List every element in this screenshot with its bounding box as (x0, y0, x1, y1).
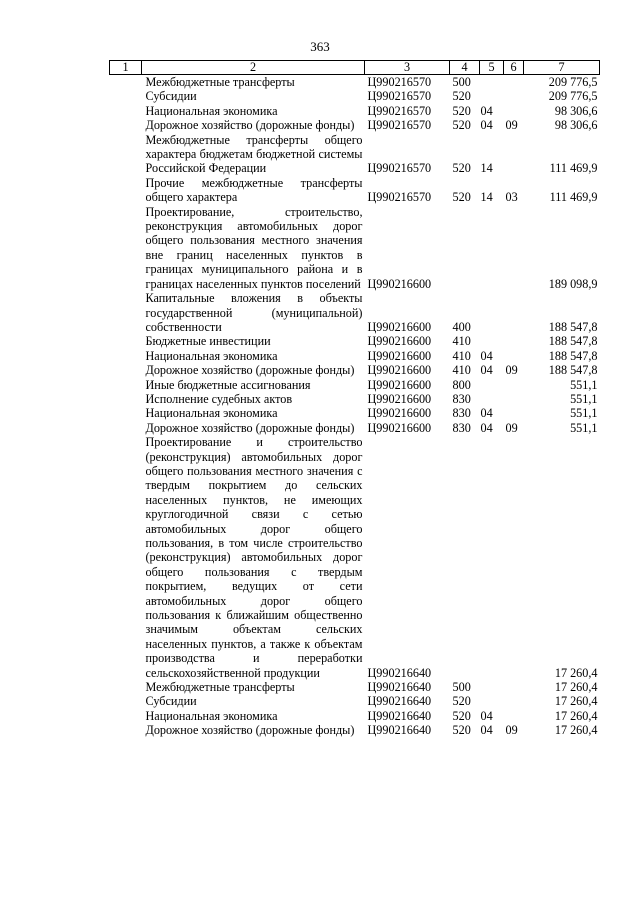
row-name-cell: Субсидии (145, 694, 197, 709)
row-amount-cell: 209 776,5 (548, 75, 598, 89)
row-col5-cell: 04 (480, 103, 493, 118)
table-row (110, 363, 600, 377)
row-amount-cell: 209 776,5 (548, 89, 598, 104)
row-number-cell (110, 104, 142, 118)
row-number-cell (110, 363, 142, 377)
row-col6-cell (504, 205, 524, 291)
row-col6-cell: 09 (505, 118, 518, 133)
row-number-cell (110, 378, 142, 392)
table-row (110, 680, 600, 694)
row-col4-cell: 410 (452, 334, 471, 349)
row-col4-cell: 400 (452, 319, 471, 334)
header-cell-4: 4 (450, 61, 480, 75)
row-col6-cell: 03 (505, 190, 518, 205)
row-code-cell: Ц990216640 (367, 680, 432, 695)
header-cell-1: 1 (110, 61, 142, 75)
row-col6-cell (504, 291, 524, 334)
row-code-cell: Ц990216640 (367, 708, 432, 723)
row-number-cell (110, 118, 142, 132)
row-col6-cell (504, 680, 524, 694)
row-col5-cell: 14 (480, 190, 493, 205)
row-col6-cell (504, 334, 524, 348)
table-row (110, 435, 600, 680)
row-name-cell: Национальная экономика (145, 348, 278, 363)
row-code-cell: Ц990216570 (367, 161, 432, 176)
row-col6-cell (504, 378, 524, 392)
row-col4-cell (450, 435, 480, 680)
row-col6-cell (504, 694, 524, 708)
row-number-cell (110, 334, 142, 348)
table-row (110, 133, 600, 176)
row-number-cell (110, 176, 142, 205)
row-code-cell: Ц990216570 (367, 190, 432, 205)
table-row (110, 205, 600, 291)
row-col6-cell (504, 406, 524, 420)
row-col4-cell: 410 (452, 348, 471, 363)
row-code-cell: Ц990216600 (367, 276, 432, 291)
row-code-cell: Ц990216570 (367, 118, 432, 133)
row-col6-cell (504, 104, 524, 118)
row-col6-cell: 09 (505, 723, 518, 738)
table-row (110, 421, 600, 435)
table-row (110, 176, 600, 205)
table-row (110, 406, 600, 420)
row-col4-cell: 520 (452, 89, 471, 104)
row-col5-cell: 04 (480, 420, 493, 435)
row-col4-cell: 830 (452, 391, 471, 406)
row-number-cell (110, 723, 142, 737)
row-col5-cell: 14 (480, 161, 493, 176)
row-name-cell: Дорожное хозяйство (дорожные фонды) (145, 420, 355, 435)
row-number-cell (110, 694, 142, 708)
table-row (110, 378, 600, 392)
row-col4-cell: 520 (452, 190, 471, 205)
row-name-cell: Субсидии (145, 89, 197, 104)
row-amount-cell: 17 260,4 (554, 694, 598, 709)
row-code-cell: Ц990216570 (367, 89, 432, 104)
row-number-cell (110, 435, 142, 680)
row-name-cell: Проектирование и строительство (реконструкция) автомобильных дорог общего пользования местного значения с твердым покрытием до сельских населенных пунктов, не имеющих круглогодичной связи с сетью автомобильных дорог общего пользования, в том числе строительство (реконструкция) автомобильных дорог общего пользования с твердым покрытием, ведущих от сети автомобильных дорог общего пользования к ближайшим общественно значимым объектам сельских населенных пунктов, а также к объектам производства и переработки сельскохозяйственной продукции (145, 435, 363, 680)
row-col6-cell: 09 (505, 420, 518, 435)
row-col6-cell (504, 89, 524, 103)
row-col6-cell (504, 133, 524, 176)
row-name-cell: Прочие межбюджетные трансферты общего характера (145, 175, 363, 205)
row-col5-cell (480, 680, 504, 694)
row-amount-cell: 111 469,9 (549, 161, 598, 176)
table-row (110, 349, 600, 363)
row-number-cell (110, 205, 142, 291)
row-amount-cell: 17 260,4 (554, 665, 598, 680)
row-col4-cell: 520 (452, 694, 471, 709)
table-row (110, 709, 600, 723)
row-amount-cell: 188 547,8 (548, 319, 598, 334)
row-code-cell: Ц990216600 (367, 391, 432, 406)
row-col5-cell (480, 694, 504, 708)
row-col4-cell: 500 (452, 75, 471, 89)
row-code-cell: Ц990216600 (367, 406, 432, 421)
row-number-cell (110, 680, 142, 694)
row-name-cell: Национальная экономика (145, 708, 278, 723)
row-col4-cell: 520 (452, 103, 471, 118)
row-col5-cell (480, 205, 504, 291)
row-code-cell: Ц990216600 (367, 420, 432, 435)
table-row (110, 118, 600, 132)
row-col4-cell: 800 (452, 377, 471, 392)
row-col5-cell: 04 (480, 723, 493, 738)
table-body (110, 75, 600, 738)
row-col5-cell: 04 (480, 406, 493, 421)
row-amount-cell: 98 306,6 (554, 103, 598, 118)
row-col5-cell (480, 89, 504, 103)
row-name-cell: Проектирование, строительство, реконструкция автомобильных дорог общего пользования местного значения вне границ населенных пунктов в границах муниципального района и в границах населенных пунктов поселений (145, 204, 363, 291)
header-cell-3: 3 (365, 61, 450, 75)
table-row (110, 694, 600, 708)
table-row (110, 334, 600, 348)
row-col4-cell: 830 (452, 406, 471, 421)
row-col4-cell: 830 (452, 420, 471, 435)
row-code-cell: Ц990216640 (367, 723, 432, 738)
row-amount-cell: 551,1 (570, 406, 598, 421)
row-amount-cell: 551,1 (570, 377, 598, 392)
row-name-cell: Бюджетные инвестиции (145, 334, 271, 349)
header-cell-5: 5 (480, 61, 504, 75)
row-col6-cell: 09 (505, 363, 518, 378)
row-number-cell (110, 349, 142, 363)
row-col4-cell: 520 (452, 118, 471, 133)
row-number-cell (110, 392, 142, 406)
table-row (110, 392, 600, 406)
header-row (110, 61, 600, 75)
row-col5-cell (480, 435, 504, 680)
row-col5-cell (480, 392, 504, 406)
row-code-cell: Ц990216600 (367, 377, 432, 392)
row-col4-cell: 520 (452, 723, 471, 738)
table-row (110, 104, 600, 118)
row-name-cell: Капитальные вложения в объекты государственной (муниципальной) собственности (145, 291, 363, 334)
row-amount-cell: 551,1 (570, 391, 598, 406)
row-col4-cell: 410 (452, 363, 471, 378)
header-cell-2: 2 (142, 61, 365, 75)
row-name-cell: Исполнение судебных актов (145, 391, 293, 406)
table-row (110, 89, 600, 103)
row-number-cell (110, 406, 142, 420)
row-code-cell: Ц990216600 (367, 334, 432, 349)
row-col4-cell: 520 (452, 708, 471, 723)
row-code-cell: Ц990216640 (367, 694, 432, 709)
row-amount-cell: 111 469,9 (549, 190, 598, 205)
row-col5-cell: 04 (480, 363, 493, 378)
row-col5-cell (480, 378, 504, 392)
row-number-cell (110, 421, 142, 435)
row-name-cell: Иные бюджетные ассигнования (145, 377, 311, 392)
row-name-cell: Дорожное хозяйство (дорожные фонды) (145, 118, 355, 133)
row-amount-cell: 17 260,4 (554, 708, 598, 723)
row-amount-cell: 189 098,9 (548, 276, 598, 291)
row-number-cell (110, 709, 142, 723)
row-number-cell (110, 89, 142, 103)
row-code-cell: Ц990216570 (367, 75, 432, 89)
row-amount-cell: 551,1 (570, 420, 598, 435)
row-code-cell: Ц990216570 (367, 103, 432, 118)
row-number-cell (110, 291, 142, 334)
row-col5-cell: 04 (480, 348, 493, 363)
header-cell-6: 6 (504, 61, 524, 75)
table-row (110, 723, 600, 737)
row-col5-cell: 04 (480, 708, 493, 723)
row-name-cell: Дорожное хозяйство (дорожные фонды) (145, 723, 355, 738)
row-name-cell: Национальная экономика (145, 103, 278, 118)
row-col5-cell (480, 291, 504, 334)
row-col4-cell: 520 (452, 161, 471, 176)
table-row (110, 291, 600, 334)
row-col5-cell (480, 334, 504, 348)
row-amount-cell: 17 260,4 (554, 723, 598, 738)
row-col6-cell (504, 75, 524, 90)
row-name-cell: Дорожное хозяйство (дорожные фонды) (145, 363, 355, 378)
row-amount-cell: 98 306,6 (554, 118, 598, 133)
row-number-cell (110, 133, 142, 176)
row-name-cell: Национальная экономика (145, 406, 278, 421)
row-name-cell: Межбюджетные трансферты (145, 75, 295, 89)
row-col5-cell (480, 75, 504, 90)
row-amount-cell: 188 547,8 (548, 363, 598, 378)
row-col4-cell (450, 205, 480, 291)
row-name-cell: Межбюджетные трансферты общего характера бюджетам бюджетной системы Российской Федерации (145, 132, 363, 176)
row-number-cell (110, 75, 142, 90)
row-col4-cell: 500 (452, 680, 471, 695)
page-number: 363 (310, 39, 330, 54)
row-col6-cell (504, 435, 524, 680)
row-amount-cell: 188 547,8 (548, 348, 598, 363)
row-col5-cell: 04 (480, 118, 493, 133)
row-amount-cell: 188 547,8 (548, 334, 598, 349)
table-row (110, 75, 600, 90)
row-code-cell: Ц990216600 (367, 348, 432, 363)
row-col6-cell (504, 349, 524, 363)
row-code-cell: Ц990216640 (367, 665, 432, 680)
row-amount-cell: 17 260,4 (554, 680, 598, 695)
row-col6-cell (504, 709, 524, 723)
row-name-cell: Межбюджетные трансферты (145, 680, 295, 695)
header-cell-7: 7 (524, 61, 600, 75)
budget-table (109, 60, 600, 738)
row-code-cell: Ц990216600 (367, 363, 432, 378)
row-code-cell: Ц990216600 (367, 319, 432, 334)
row-col6-cell (504, 392, 524, 406)
